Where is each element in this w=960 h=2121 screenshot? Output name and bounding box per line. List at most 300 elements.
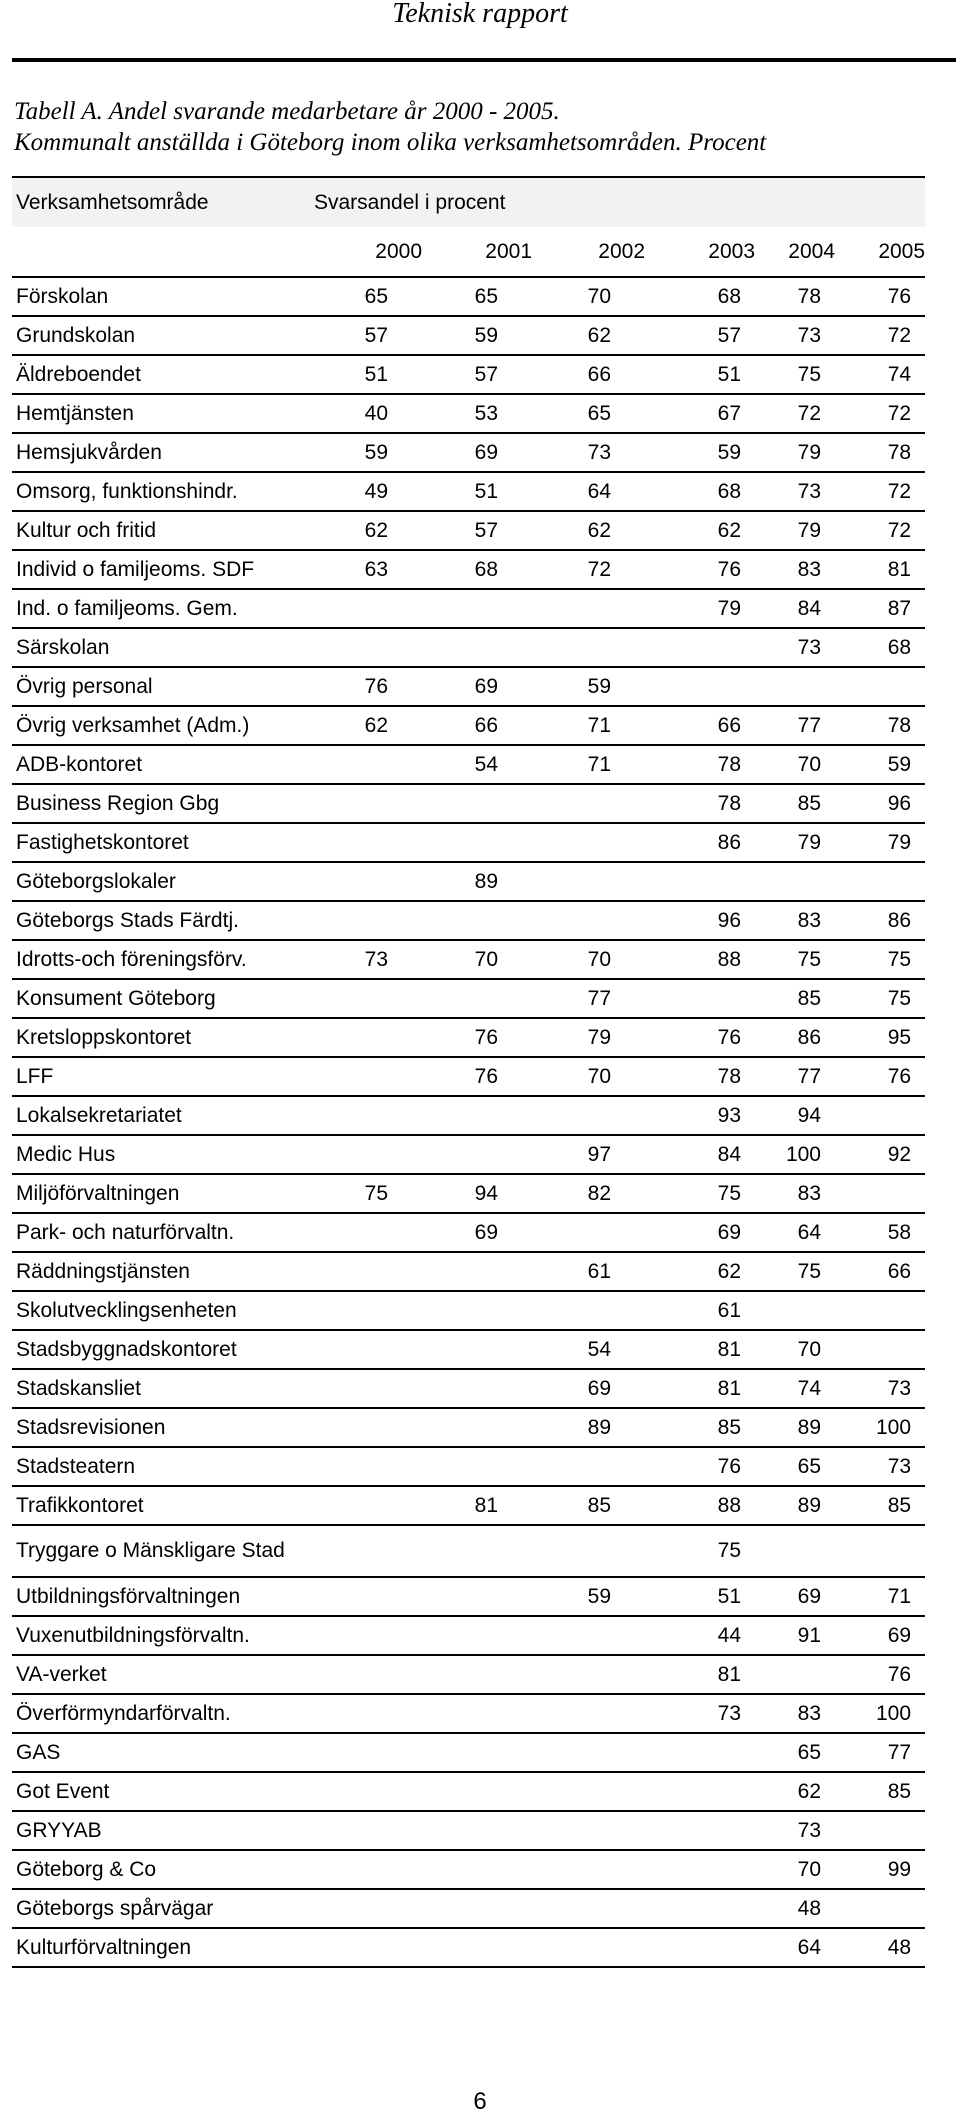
cell-value: 64 (797, 1220, 821, 1244)
row-label: Göteborgs Stads Färdtj. (16, 908, 239, 932)
cell-value: 83 (797, 557, 821, 581)
cell-value (312, 1889, 422, 1928)
cell-value: 81 (717, 1376, 741, 1400)
cell-value: 40 (364, 401, 388, 425)
table-row (12, 1811, 925, 1850)
cell-value (422, 823, 532, 862)
cell-value: 71 (887, 1584, 912, 1608)
cell-value (755, 667, 835, 706)
cell-value: 75 (717, 1539, 741, 1562)
cell-value: 75 (797, 947, 821, 971)
year-header: 2001 (485, 239, 532, 263)
cell-value: 57 (474, 518, 498, 542)
cell-value: 71 (587, 713, 611, 737)
row-label: Fastighetskontoret (16, 830, 189, 854)
cell-value: 73 (887, 1376, 912, 1400)
row-label: Stadsteatern (16, 1454, 136, 1478)
cell-value (312, 1057, 422, 1096)
row-label: Grundskolan (16, 323, 136, 347)
cell-value: 73 (587, 440, 611, 464)
table-row (12, 979, 925, 1018)
cell-value (422, 1369, 532, 1408)
cell-value: 49 (364, 479, 388, 503)
row-label: Kultur och fritid (16, 518, 157, 542)
cell-value: 93 (717, 1103, 741, 1127)
cell-value (645, 1811, 755, 1850)
row-label: Stadsrevisionen (16, 1415, 166, 1439)
cell-value (312, 1252, 422, 1291)
cell-value: 68 (717, 284, 741, 308)
cell-value: 51 (717, 1584, 741, 1608)
cell-value: 51 (364, 362, 388, 386)
cell-value (645, 1733, 755, 1772)
cell-value (422, 1291, 532, 1330)
cell-value (312, 1486, 422, 1525)
cell-value (755, 1655, 835, 1694)
cell-value (312, 589, 422, 628)
cell-value: 51 (474, 479, 498, 503)
table-row (12, 355, 925, 394)
cell-value: 83 (797, 1181, 821, 1205)
cell-value: 69 (887, 1623, 912, 1647)
table-row (12, 316, 925, 355)
year-header: 2002 (598, 239, 645, 263)
cell-value (312, 1733, 422, 1772)
cell-value: 89 (587, 1415, 611, 1439)
year-header: 2000 (375, 239, 422, 263)
row-label: Kretsloppskontoret (16, 1025, 192, 1049)
cell-value (312, 1369, 422, 1408)
cell-value (422, 1616, 532, 1655)
cell-value: 70 (797, 1337, 821, 1361)
row-label: Hemsjukvården (16, 440, 162, 464)
cell-value (422, 589, 532, 628)
cell-value: 58 (887, 1220, 912, 1244)
table-row (12, 667, 925, 706)
cell-value: 75 (364, 1181, 388, 1205)
cell-value (532, 1096, 645, 1135)
row-label: Övrig verksamhet (Adm.) (16, 713, 250, 737)
cell-value: 79 (797, 518, 821, 542)
cell-value (532, 589, 645, 628)
cell-value (835, 862, 925, 901)
cell-value (755, 1525, 835, 1577)
year-header: 2004 (788, 239, 835, 263)
row-label: Göteborgslokaler (16, 869, 176, 893)
row-label: Förskolan (16, 284, 109, 308)
row-label: Omsorg, funktionshindr. (16, 479, 238, 503)
cell-value: 76 (717, 1025, 741, 1049)
cell-value: 62 (717, 1259, 741, 1283)
cell-value: 72 (887, 518, 912, 542)
cell-value: 54 (474, 752, 498, 776)
table-row (12, 1486, 925, 1525)
cell-value: 86 (717, 830, 741, 854)
cell-value: 63 (364, 557, 388, 581)
cell-value (312, 979, 422, 1018)
cell-value: 65 (364, 284, 388, 308)
cell-value (835, 1889, 925, 1928)
table-row (12, 1057, 925, 1096)
cell-value: 77 (797, 1064, 821, 1088)
cell-value (312, 1096, 422, 1135)
cell-value: 75 (797, 362, 821, 386)
cell-value (835, 1291, 925, 1330)
cell-value: 59 (587, 674, 611, 698)
row-label: Miljöförvaltningen (16, 1181, 180, 1205)
cell-value: 78 (887, 713, 912, 737)
cell-value: 78 (717, 1064, 741, 1088)
table-row (12, 1772, 925, 1811)
row-label: Business Region Gbg (16, 791, 220, 815)
row-label: Utbildningsförvaltningen (16, 1584, 241, 1608)
cell-value: 70 (797, 752, 821, 776)
cell-value: 85 (587, 1493, 611, 1517)
table-row (12, 784, 925, 823)
table-row (12, 628, 925, 667)
table-row (12, 472, 925, 511)
table-row (12, 589, 925, 628)
cell-value: 84 (717, 1142, 741, 1166)
cell-value: 72 (887, 401, 912, 425)
table-row (12, 1525, 925, 1577)
row-label: Individ o familjeoms. SDF (16, 557, 255, 581)
cell-value: 62 (364, 713, 388, 737)
cell-value: 78 (717, 791, 741, 815)
cell-value: 100 (785, 1142, 821, 1166)
cell-value: 89 (797, 1493, 821, 1517)
year-header: 2005 (878, 239, 926, 263)
cell-value (422, 1889, 532, 1928)
row-label: Lokalsekretariatet (16, 1103, 182, 1127)
cell-value: 66 (474, 713, 498, 737)
cell-value: 75 (887, 986, 912, 1010)
table-row (12, 1018, 925, 1057)
cell-value: 73 (797, 479, 821, 503)
table-row (12, 550, 925, 589)
cell-value (532, 1928, 645, 1967)
cell-value: 59 (717, 440, 741, 464)
table-row (12, 1694, 925, 1733)
cell-value: 61 (587, 1259, 611, 1283)
cell-value (312, 862, 422, 901)
cell-value: 85 (717, 1415, 741, 1439)
cell-value (312, 1694, 422, 1733)
cell-value (532, 1889, 645, 1928)
cell-value: 79 (797, 830, 821, 854)
cell-value (422, 784, 532, 823)
table-row (12, 277, 925, 316)
cell-value: 88 (717, 1493, 741, 1517)
cell-value (312, 784, 422, 823)
row-label: GAS (16, 1740, 61, 1764)
cell-value: 88 (717, 947, 741, 971)
cell-value (312, 1850, 422, 1889)
cell-value: 76 (474, 1064, 498, 1088)
cell-value (835, 667, 925, 706)
table-row (12, 1291, 925, 1330)
table-row (12, 1928, 925, 1967)
row-label: Kulturförvaltningen (16, 1935, 192, 1959)
row-label: Got Event (16, 1779, 110, 1803)
cell-value: 77 (887, 1740, 912, 1764)
cell-value (532, 1733, 645, 1772)
cell-value (835, 1811, 925, 1850)
year-header: 2003 (708, 239, 755, 263)
row-label: Konsument Göteborg (16, 986, 216, 1010)
cell-value: 83 (797, 908, 821, 932)
cell-value (312, 1291, 422, 1330)
header-rule (12, 58, 956, 62)
cell-value (532, 823, 645, 862)
cell-value (532, 784, 645, 823)
cell-value (645, 862, 755, 901)
cell-value: 62 (587, 323, 611, 347)
cell-value: 62 (364, 518, 388, 542)
cell-value (422, 1577, 532, 1616)
cell-value: 92 (887, 1142, 912, 1166)
table-row (12, 940, 925, 979)
cell-value: 66 (717, 713, 741, 737)
cell-value (312, 1213, 422, 1252)
cell-value: 69 (474, 674, 498, 698)
row-label: Hemtjänsten (16, 401, 134, 425)
cell-value (532, 1616, 645, 1655)
table-row (12, 1850, 925, 1889)
cell-value: 73 (717, 1701, 741, 1725)
cell-value: 76 (474, 1025, 498, 1049)
cell-value: 76 (887, 284, 912, 308)
cell-value (312, 1616, 422, 1655)
cell-value (422, 1733, 532, 1772)
table-caption (14, 96, 944, 158)
table-row (12, 1174, 925, 1213)
cell-value: 76 (717, 557, 741, 581)
year-header-row (12, 227, 925, 277)
cell-value: 65 (474, 284, 498, 308)
cell-value (312, 1447, 422, 1486)
cell-value (312, 745, 422, 784)
cell-value (532, 1291, 645, 1330)
cell-value: 48 (797, 1896, 821, 1920)
cell-value: 97 (587, 1142, 611, 1166)
cell-value (422, 1096, 532, 1135)
cell-value: 73 (887, 1454, 912, 1478)
cell-value (312, 1408, 422, 1447)
cell-value (422, 628, 532, 667)
cell-value: 72 (887, 323, 912, 347)
table-row (12, 901, 925, 940)
cell-value: 89 (474, 869, 498, 893)
cell-value: 57 (717, 323, 741, 347)
cell-value (312, 1135, 422, 1174)
cell-value: 67 (717, 401, 741, 425)
cell-value: 94 (474, 1181, 498, 1205)
cell-value: 72 (887, 479, 912, 503)
row-label: Tryggare o Mänskligare Stad (16, 1539, 285, 1562)
cell-value (422, 1655, 532, 1694)
cell-value: 81 (717, 1662, 741, 1686)
row-label: ADB-kontoret (16, 752, 143, 776)
cell-value (422, 1694, 532, 1733)
row-label: VA-verket (16, 1662, 107, 1686)
cell-value (422, 1252, 532, 1291)
cell-value: 96 (887, 791, 912, 815)
cell-value: 66 (887, 1259, 912, 1283)
cell-value: 83 (797, 1701, 821, 1725)
cell-value: 84 (797, 596, 821, 620)
cell-value: 81 (474, 1493, 498, 1517)
cell-value (422, 1408, 532, 1447)
cell-value (532, 1811, 645, 1850)
cell-value: 73 (797, 323, 821, 347)
cell-value: 69 (474, 440, 498, 464)
cell-value: 59 (587, 1584, 611, 1608)
cell-value: 81 (717, 1337, 741, 1361)
table-row (12, 1135, 925, 1174)
cell-value: 51 (717, 362, 741, 386)
cell-value (312, 823, 422, 862)
cell-value: 75 (797, 1259, 821, 1283)
table-row (12, 1369, 925, 1408)
cell-value: 68 (474, 557, 498, 581)
cell-value: 57 (474, 362, 498, 386)
cell-value: 73 (797, 635, 821, 659)
cell-value (532, 1655, 645, 1694)
table-body (12, 277, 925, 1967)
year-header-blank (12, 227, 312, 277)
cell-value (422, 979, 532, 1018)
cell-value: 89 (797, 1415, 821, 1439)
cell-value (312, 1655, 422, 1694)
caption-line-1: Tabell A. Andel svarande medarbetare år 2000 - 2005. (14, 98, 560, 125)
row-label: Stadskansliet (16, 1376, 141, 1400)
cell-value: 87 (887, 596, 912, 620)
cell-value (645, 1772, 755, 1811)
cell-value (532, 1850, 645, 1889)
cell-value (835, 1174, 925, 1213)
table-row (12, 1330, 925, 1369)
cell-value: 64 (797, 1935, 821, 1959)
row-label: Särskolan (16, 635, 110, 659)
cell-value: 62 (797, 1779, 821, 1803)
cell-value: 65 (797, 1740, 821, 1764)
cell-value: 59 (887, 752, 912, 776)
cell-value (645, 628, 755, 667)
row-label: Park- och naturförvaltn. (16, 1220, 235, 1244)
cell-value: 59 (474, 323, 498, 347)
row-label: Göteborg & Co (16, 1857, 157, 1881)
cell-value (532, 1525, 645, 1577)
cell-value: 48 (887, 1935, 912, 1959)
cell-value (312, 628, 422, 667)
cell-value: 70 (587, 284, 611, 308)
cell-value: 70 (587, 1064, 611, 1088)
row-label: Räddningstjänsten (16, 1259, 190, 1283)
row-label: Överförmyndarförvaltn. (16, 1701, 231, 1725)
cell-value: 62 (717, 518, 741, 542)
cell-value (645, 1889, 755, 1928)
cell-value: 70 (587, 947, 611, 971)
cell-value (422, 1850, 532, 1889)
cell-value: 77 (587, 986, 611, 1010)
table-row (12, 1408, 925, 1447)
cell-value: 96 (717, 908, 741, 932)
cell-value: 76 (887, 1662, 912, 1686)
cell-value (422, 1135, 532, 1174)
cell-value: 72 (797, 401, 821, 425)
cell-value: 69 (474, 1220, 498, 1244)
table-header-row (12, 177, 925, 227)
cell-value: 78 (797, 284, 821, 308)
cell-value: 86 (797, 1025, 821, 1049)
cell-value: 77 (797, 713, 821, 737)
cell-value: 79 (797, 440, 821, 464)
cell-value: 86 (887, 908, 912, 932)
row-label: Övrig personal (16, 674, 153, 698)
cell-value: 76 (887, 1064, 912, 1088)
column-header-area: Verksamhetsområde (16, 190, 209, 214)
cell-value: 78 (717, 752, 741, 776)
cell-value: 72 (587, 557, 611, 581)
cell-value: 69 (797, 1584, 821, 1608)
cell-value (422, 1525, 532, 1577)
cell-value (312, 1577, 422, 1616)
response-rate-table (12, 176, 925, 1968)
cell-value: 59 (364, 440, 388, 464)
cell-value: 68 (887, 635, 912, 659)
cell-value (532, 862, 645, 901)
table-row (12, 823, 925, 862)
cell-value: 70 (474, 947, 498, 971)
cell-value: 70 (797, 1857, 821, 1881)
cell-value (422, 1928, 532, 1967)
table-row (12, 1447, 925, 1486)
cell-value: 74 (887, 362, 912, 386)
row-label: Ind. o familjeoms. Gem. (16, 596, 238, 620)
row-label: Stadsbyggnadskontoret (16, 1337, 237, 1361)
row-label: Medic Hus (16, 1142, 116, 1166)
row-label: Skolutvecklingsenheten (16, 1298, 237, 1322)
cell-value: 69 (717, 1220, 741, 1244)
page-header: Teknisk rapport (392, 0, 568, 29)
table-row (12, 1213, 925, 1252)
row-label: Trafikkontoret (16, 1493, 144, 1517)
table-row (12, 862, 925, 901)
cell-value (532, 1213, 645, 1252)
cell-value: 99 (887, 1857, 912, 1881)
cell-value (645, 979, 755, 1018)
cell-value (645, 667, 755, 706)
table-row (12, 1733, 925, 1772)
row-label: GRYYAB (16, 1818, 102, 1842)
cell-value (312, 1018, 422, 1057)
cell-value (312, 901, 422, 940)
cell-value: 73 (364, 947, 388, 971)
row-label: Äldreboendet (16, 362, 141, 386)
table-row (12, 394, 925, 433)
cell-value (422, 1772, 532, 1811)
row-label: Göteborgs spårvägar (16, 1896, 214, 1920)
cell-value: 79 (587, 1025, 611, 1049)
table-row (12, 1096, 925, 1135)
cell-value: 61 (717, 1298, 741, 1322)
cell-value (422, 901, 532, 940)
cell-value (312, 1772, 422, 1811)
table-row (12, 706, 925, 745)
cell-value (645, 1850, 755, 1889)
cell-value: 69 (587, 1376, 611, 1400)
